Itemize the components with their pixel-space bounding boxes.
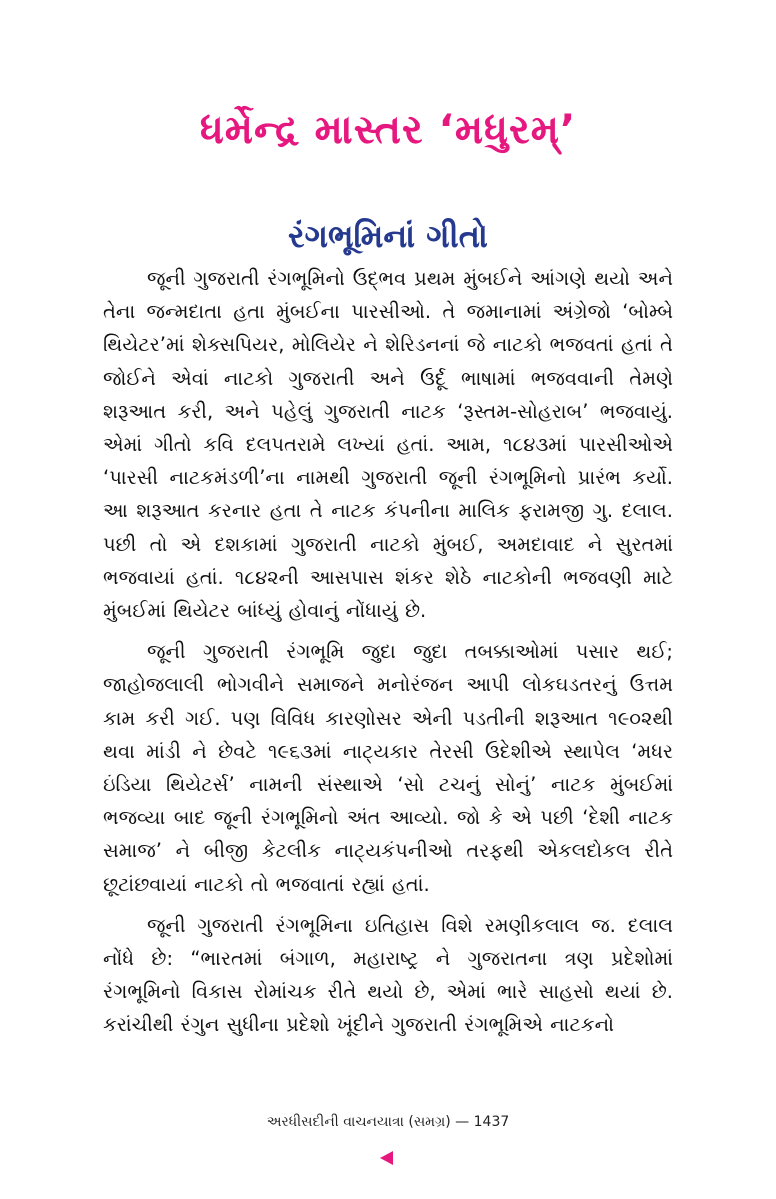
author-name: ધર્મેન્દ્ર માસ્તર ‘મધુરમ્’ [199,107,577,153]
page-footer: અરધીસદીની વાચનયાત્રા (સમગ્ર) — 1437 [266,1114,510,1130]
previous-page-icon[interactable] [380,1151,393,1165]
paragraph-3: જૂની ગુજરાતી રંગભૂમિના ઇતિહાસ વિશે રમણીકલાલ જ. દલાલ નોંધે છે: “ભારતમાં બંગાળ, મહારાષ્ટ્ર ને ગુજરાતના ત્રણ પ્રદેશોમાં રંગભૂમિનો વિકાસ રોમાંચક રીતે થયો છે, એમાં ભારે સાહસો થયાં છે. કરાંચીથી રંગુન સુધીના પ્રદેશો ખૂંદીને ગુજરાતી રંગભૂમિએ નાટકનો [103,913,673,1037]
body-text [103,262,673,1050]
paragraph-2: જૂની ગુજરાતી રંગભૂમિ જુદા જુદા તબક્કાઓમાં પસાર થઈ; જાહોજલાલી ભોગવીને સમાજને મનોરંજન આપી લોકઘડતરનું ઉત્તમ કામ કરી ગઈ. પણ વિવિધ કારણોસર એની પડતીની શરૂઆત ૧૯૦૨થી થવા માંડી ને છેવટે ૧૯૬૩માં નાટ્યકાર તેરસી ઉદેશીએ સ્થાપેલ ‘મધર ઇંડિયા થિયેટર્સ’ નામની સંસ્થાએ ‘સો ટચનું સોનું’ નાટક મુંબઈમાં ભજવ્યા બાદ જૂની રંગભૂમિનો અંત આવ્યો. જો કે એ પછી ‘દેશી નાટક સમાજ’ ને બીજી કેટલીક નાટ્યકંપનીઓ તરફથી એકલદોકલ રીતે છૂટાંછવાયાં નાટકો તો ભજવાતાં રહ્યાં હતાં. [103,640,673,896]
chapter-title: રંગભૂમિનાં ગીતો [288,217,488,255]
paragraph-1: જૂની ગુજરાતી રંગભૂમિનો ઉદ્ભવ પ્રથમ મુંબઈને આંગણે થયો અને તેના જન્મદાતા હતા મુંબઈના પારસીઓ. તે જમાનામાં અંગ્રેજો ‘બોમ્બે થિયેટર’માં શેક્સપિયર, મોલિયેર ને શેરિડનનાં જે નાટકો ભજવતાં હતાં તે જોઈને એવાં નાટકો ગુજરાતી અને ઉર્દૂ ભાષામાં ભજવવાની તેમણે શરૂઆત કરી, અને પહેલું ગુજરાતી નાટક ‘રૂસ્તમ-સોહરાબ’ ભજવાયું. એમાં ગીતો કવિ દલપતરામે લખ્યાં હતાં. આમ, ૧૮૪૩માં પારસીઓએ ‘પારસી નાટકમંડળી’ના નામથી ગુજરાતી જૂની રંગભૂમિનો પ્રારંભ કર્યો. આ શરૂઆત કરનાર હતા તે નાટક કંપનીના માલિક ફરામજી ગુ. દલાલ. પછી તો એ દશકામાં ગુજરાતી નાટકો મુંબઈ, અમદાવાદ ને સુરતમાં ભજવાયાં હતાં. ૧૮૪૨ની આસપાસ શંકર શેઠે નાટકોની ભજવણી માટે મુંબઈમાં થિયેટર બાંધ્યું હોવાનું નોંધાયું છે. [103,267,674,623]
